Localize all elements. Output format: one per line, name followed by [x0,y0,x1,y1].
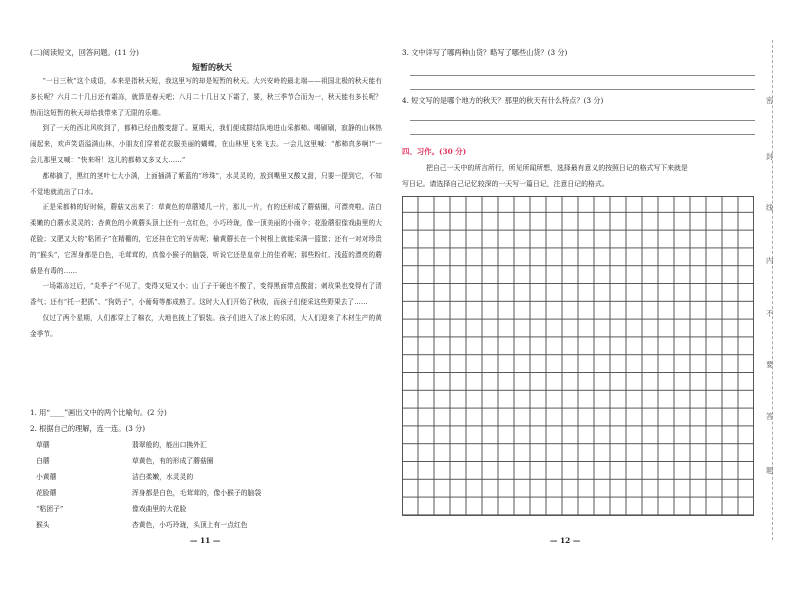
match-desc: 浑身都是白色，毛茸茸的，像小猴子的脑袋 [132,489,262,497]
answer-line[interactable] [410,89,755,90]
passage-paragraph: 正是采都柿的好时候，蘑菇又出来了：草黄色的草蘑矮几一片，那儿一片，有的还形成了蘑菇圈，可漂亮啦。洁白柔嫩的白蘑水灵灵的；杏黄色的小黄蘑头顶上还有一点红色，小巧玲珑，像一顶美丽的小雨伞；花脸蘑很像戏曲里的大花脸；又肥又大的“粘团子”在精棚的，它还挂在它的牙齿呢；榆黄蘑长在一个树根上就能采满一篮筐；还有一对对珍贵的“猴头”，它浑身都是白色，毛茸茸的，真像小猴子的脑袋，听说它还是皇帝上的佳肴呢；那些粉红、浅蓝的漂亮的蘑菇是有毒的…… [30,203,382,275]
match-name: 花脸蘑 [36,489,57,497]
binding-char: 要 [766,360,774,369]
match-name: “粘团子” [36,505,64,513]
page-number-right: — 12 — [550,536,581,545]
passage-paragraph: 到了一天的西北风吹到了，都柿已经由酸变甜了。夏期天，我们便成群结队地进山采都柿。喝刷刷，寂静的山林热闹起来，欢声笑语溢满山林，小朋友们穿着花衣服美丽的蝴蝶，在山林里飞来飞去。一会儿这里喊：“都柿真多啊!”一会儿那里又喊：“快来呀！这儿的都柿又多又大……” [30,124,382,164]
binding-char: 题 [766,466,774,475]
binding-char: 封 [766,152,774,161]
match-desc: 杏黄色，小巧玲珑，头顶上有一点红色 [132,521,248,529]
question-4: 4. 短文写的是哪个地方的秋天？那里的秋天有什么特点？(3 分) [402,96,604,105]
composition-prompt-line-2: 写日记。请选择自己记忆较深的一天写一篇日记，注意日记的格式。 [402,180,609,188]
section-heading-reading: (二)阅读短文，回答问题。(11 分) [30,48,139,57]
match-desc: 翡翠般的，能出口换外汇 [132,441,207,449]
passage-body [30,74,382,343]
composition-prompt-line-1: 把自己一天中的所言所行，所见所闻所想，选择最有意义的按照日记的格式写下来就是 [426,164,688,172]
passage-paragraph: “一日三秋”这个成语，本来是指秋天短，我这里写的却是短暂的秋天。大兴安岭的最北端——祖国北极的秋天能有多长呢？六月二十几日还有霜冻，就算是春天吧；八月二十几日又下霜了，要，秋三季节合而为一，秋天能有多长呢？热而这短暂的秋天却给我带来了无限的乐趣。 [30,77,382,117]
binding-char: 答 [766,412,774,421]
binding-char: 线 [766,203,774,212]
passage-paragraph: 都柿摘了，黑红的茎叶七大小满，上面插满了紫蓝的“珍珠”，水灵灵的，放到嘴里又酸又甜，只要一提到它，不知不觉地就流出了口水。 [30,171,382,196]
passage-paragraph: 一场霜冻过后，“炎季子”不见了，变得又短又小；山丁子干硬也不酸了，变得黑面带点酸甜；刺玫果也变得有了清香气；还有“托一把抓”、“狗奶子”，小葡萄等都成熟了。这时大人们开始了秋收，而孩子们便采这些野果去了…… [30,282,382,307]
answer-line[interactable] [410,120,755,121]
binding-char: 内 [766,256,774,265]
match-desc: 洁白柔嫩，水灵灵的 [132,473,194,481]
binding-char: 密 [766,96,774,105]
question-3: 3. 文中详写了哪两种山货？略写了哪些山货？(3 分) [402,48,568,57]
match-name: 猴头 [36,521,50,529]
match-name: 白蘑 [36,457,50,465]
match-name: 草蘑 [36,441,50,449]
passage-title: 短暂的秋天 [192,62,232,72]
match-desc: 像戏曲里的大花脸 [132,505,187,513]
question-2: 2. 根据自己的理解，连一连。(3 分) [30,424,146,433]
section-heading-composition: 四、习作。(30 分) [402,147,467,156]
answer-line[interactable] [410,75,755,76]
question-1: 1. 用“____”画出文中的两个比喻句。(2 分) [30,408,167,417]
composition-writing-grid[interactable] [402,196,754,516]
match-name: 小黄蘑 [36,473,57,481]
answer-line[interactable] [410,134,755,135]
binding-dashed-line [772,40,773,540]
binding-char: 不 [766,309,774,318]
match-desc: 草黄色，有的形成了蘑菇圈 [132,457,214,465]
page-number-left: — 11 — [190,536,221,545]
passage-paragraph: 仅过了两个星期，人们都穿上了棉衣，大地也披上了银装。孩子们进入了冰上的乐园，大人们迎来了木材生产的黄金季节。 [30,313,382,338]
